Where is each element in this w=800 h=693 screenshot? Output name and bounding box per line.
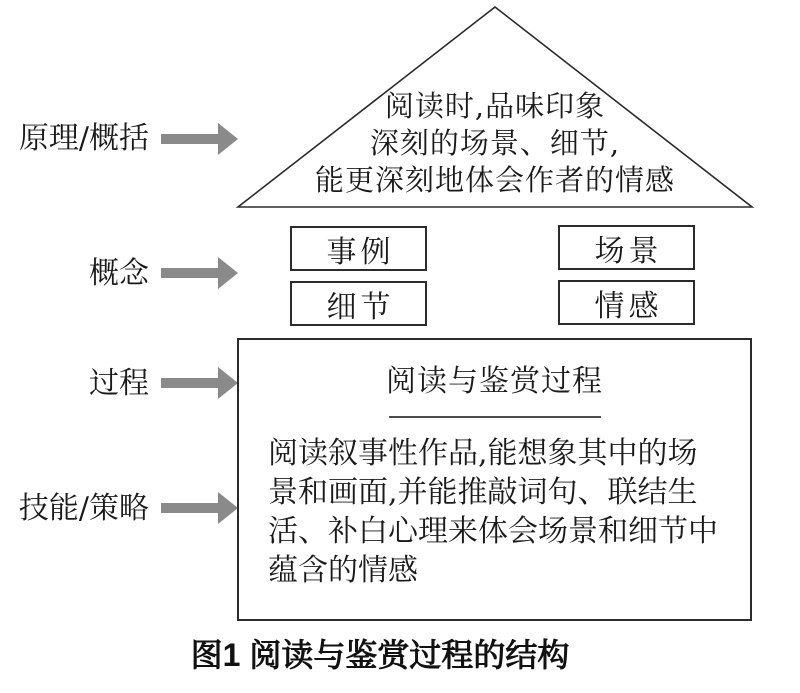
- right-arrow-icon-skill-strategy: [161, 503, 218, 513]
- process-box-divider: [389, 416, 601, 418]
- side-label-principle: 原理/概括: [18, 121, 149, 156]
- roof-text-line-2: 深刻的场景、细节,: [369, 126, 621, 160]
- process-box-title: 阅读与鉴赏过程: [386, 364, 603, 399]
- right-arrow-icon-process: [161, 378, 218, 388]
- concept-box-example: 事例: [290, 226, 427, 271]
- right-arrow-icon-principle: [161, 134, 218, 144]
- side-label-concept: 概念: [89, 256, 149, 291]
- process-box: [237, 338, 752, 621]
- roof-text-line-3: 能更深刻地体会作者的情感: [314, 163, 675, 197]
- figure-caption: 图1 阅读与鉴赏过程的结构: [190, 637, 570, 673]
- process-body-line-3: 活、补白心理来体会场景和细节中: [268, 514, 718, 549]
- side-label-process: 过程: [89, 366, 149, 401]
- roof-text-block: [238, 88, 752, 199]
- side-label-skill-strategy: 技能/策略: [18, 491, 149, 526]
- process-body-line-4: 蕴含的情感: [268, 553, 418, 588]
- process-box-body: [268, 434, 724, 590]
- concept-box-detail: 细节: [290, 281, 427, 326]
- right-arrow-icon-concept: [161, 268, 218, 278]
- roof-text-line-1: 阅读时,品味印象: [384, 89, 606, 123]
- process-body-line-2: 景和画面,并能推敲词句、联结生: [268, 475, 698, 510]
- concept-box-scene: 场景: [558, 225, 695, 270]
- concept-box-emotion: 情感: [558, 280, 695, 325]
- process-body-line-1: 阅读叙事性作品,能想象其中的场: [268, 436, 698, 471]
